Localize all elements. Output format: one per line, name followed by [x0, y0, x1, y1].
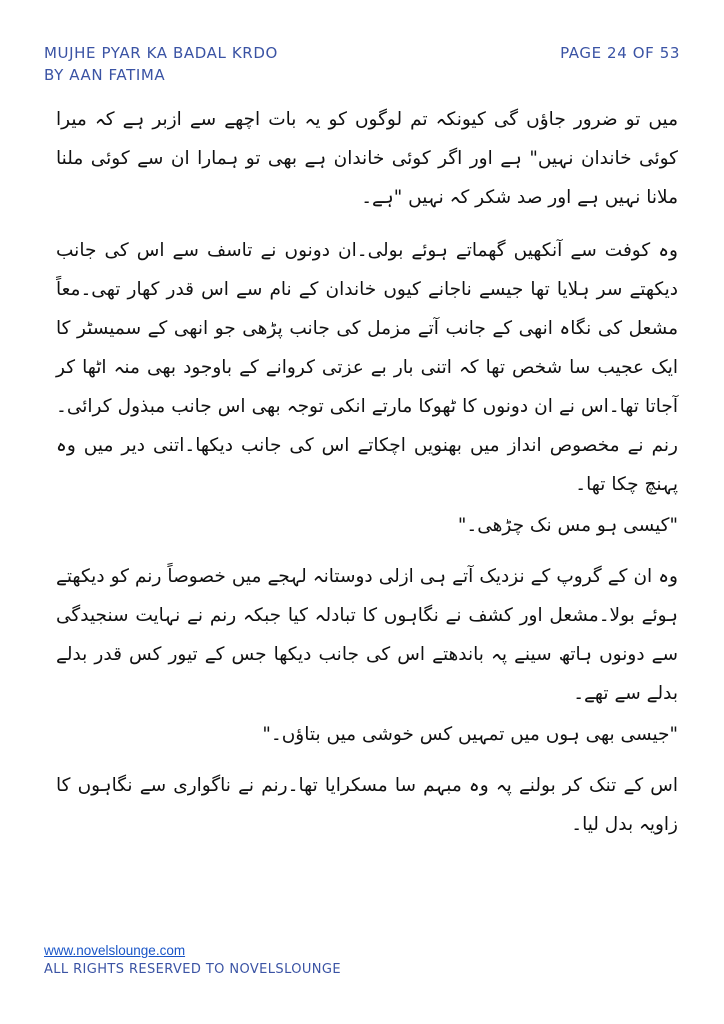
paragraph-4: وہ ان کے گروپ کے نزدیک آتے ہی ازلی دوستانہ لہجے میں خصوصاً رنم کو دیکھتے ہوئے بولا۔مشعل اور کشف نے نگاہوں کا تبادلہ کیا جبکہ رنم نے نہایت سنجیدگی سے دونوں ہاتھ سینے پہ باندھتے اس کی جانب دیکھا جس کے تیور کس قدر بدلے بدلے سے تھے۔: [56, 566, 678, 704]
paragraph-2: وہ کوفت سے آنکھیں گھماتے ہوئے بولی۔ان دونوں نے تاسف سے اس کی جانب دیکھتے سر ہلایا تھا جیسے ناجانے کیوں خاندان کے نام سے اس قدر کھار تھی۔معاً مشعل کی نگاہ انھی کے جانب آتے مزمل کی جانب پڑھی جو انھی کے سمیسٹر کا ایک عجیب سا شخص تھا کہ اتنی بار بے عزتی کروانے کے باوجود بھی منہ اٹھا کر آجاتا تھا۔اس نے ان دونوں کا ٹھوکا مارتے انکی توجہ بھی اس جانب مبذول کرائی۔رنم نے مخصوص انداز میں بھنویں اچکاتے اس کی جانب دیکھا۔اتنی دیر میں وہ پہنچ چکا تھا۔: [56, 240, 678, 495]
author-name: BY AAN FATIMA: [44, 66, 166, 84]
copyright-notice: ALL RIGHTS RESERVED TO NOVELSLOUNGE: [44, 962, 342, 977]
paragraph-6: اس کے تنک کر بولنے پہ وہ مبہم سا مسکرایا تھا۔رنم نے ناگواری سے نگاہوں کا زاویہ بدل لیا۔: [56, 775, 678, 835]
paragraph-5-dialogue: "جیسی بھی ہوں میں تمہیں کس خوشی میں بتاؤں۔": [262, 724, 678, 745]
novel-title: MUJHE PYAR KA BADAL KRDO: [44, 44, 278, 62]
story-body: [56, 100, 678, 846]
paragraph-3-dialogue: "کیسی ہو مس نک چڑھی۔": [457, 515, 678, 536]
paragraph-1: میں تو ضرور جاؤں گی کیونکہ تم لوگوں کو یہ بات اچھے سے ازبر ہے کہ میرا کوئی خاندان نہیں" ہے اور اگر کوئی خاندان ہے بھی تو ہمارا ان سے کوئی ملنا ملانا نہیں ہے اور صد شکر کہ نہیں "ہے۔: [56, 109, 678, 208]
website-link[interactable]: www.novelslounge.com: [44, 943, 186, 958]
page-number: PAGE 24 OF 53: [560, 44, 680, 62]
